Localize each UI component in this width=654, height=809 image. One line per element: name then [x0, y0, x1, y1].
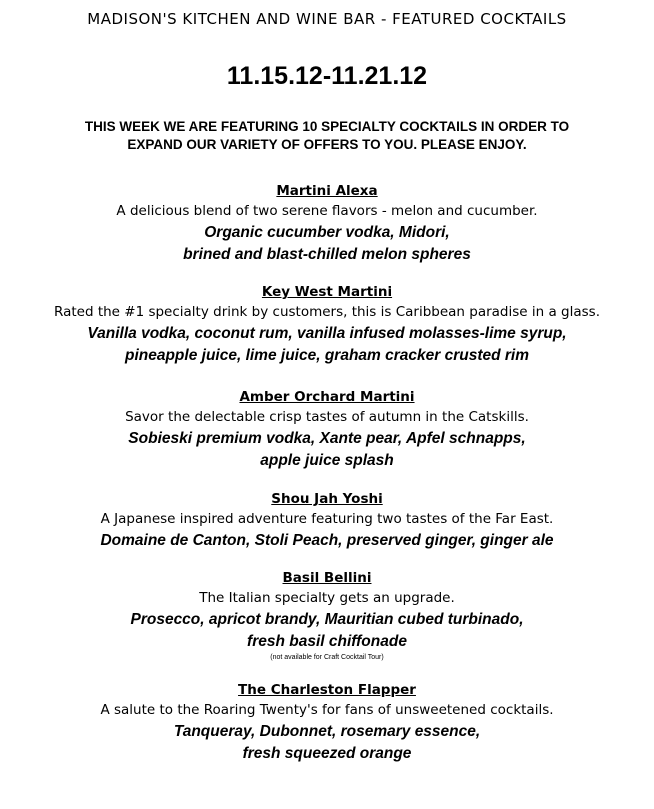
cocktail-name: Amber Orchard Martini [239, 389, 415, 405]
cocktail-martini-alexa [0, 181, 654, 266]
cocktail-description: A delicious blend of two serene flavors - melon and cucumber. [116, 203, 538, 219]
intro-line: THIS WEEK WE ARE FEATURING 10 SPECIALTY COCKTAILS IN ORDER TO [84, 119, 570, 134]
ingredients-line: Prosecco, apricot brandy, Mauritian cubed turbinado, [130, 611, 524, 628]
intro-line: EXPAND OUR VARIETY OF OFFERS TO YOU. PLEASE ENJOY. [127, 137, 527, 152]
ingredients-line: fresh squeezed orange [242, 745, 412, 762]
cocktail-description: The Italian specialty gets an upgrade. [199, 590, 455, 606]
menu-title: MADISON'S KITCHEN AND WINE BAR - FEATURED COCKTAILS [87, 10, 567, 28]
ingredients-line: Tanqueray, Dubonnet, rosemary essence, [173, 723, 481, 740]
cocktail-name: Martini Alexa [276, 183, 378, 199]
availability-note: (not available for Craft Cocktail Tour) [270, 654, 384, 661]
cocktail-name: Basil Bellini [282, 570, 372, 586]
cocktail-ingredients [0, 530, 654, 552]
ingredients-line: brined and blast-chilled melon spheres [183, 246, 471, 263]
ingredients-line: Domaine de Canton, Stoli Peach, preserved ginger, ginger ale [100, 532, 554, 549]
ingredients-line: apple juice splash [260, 452, 394, 469]
date-range: 11.15.12-11.21.12 [226, 62, 428, 90]
cocktail-name: Shou Jah Yoshi [271, 491, 383, 507]
cocktail-amber-orchard-martini [0, 387, 654, 472]
cocktail-ingredients [0, 222, 654, 266]
cocktail-description: Rated the #1 specialty drink by customers, this is Caribbean paradise in a glass. [54, 304, 600, 320]
intro-text [30, 118, 624, 154]
cocktail-description: A Japanese inspired adventure featuring two tastes of the Far East. [100, 511, 554, 527]
cocktail-description: Savor the delectable crisp tastes of autumn in the Catskills. [125, 409, 529, 425]
ingredients-line: Organic cucumber vodka, Midori, [204, 224, 450, 241]
cocktail-name: The Charleston Flapper [238, 682, 416, 698]
ingredients-line: pineapple juice, lime juice, graham cracker crusted rim [124, 347, 530, 364]
ingredients-line: Vanilla vodka, coconut rum, vanilla infused molasses-lime syrup, [87, 325, 567, 342]
cocktail-description: A salute to the Roaring Twenty's for fans of unsweetened cocktails. [100, 702, 554, 718]
cocktail-key-west-martini [0, 282, 654, 367]
cocktail-ingredients [0, 721, 654, 765]
cocktail-ingredients [0, 609, 654, 653]
cocktail-name: Key West Martini [261, 284, 393, 300]
ingredients-line: Sobieski premium vodka, Xante pear, Apfel schnapps, [128, 430, 526, 447]
cocktail-basil-bellini [0, 568, 654, 663]
ingredients-line: fresh basil chiffonade [247, 633, 407, 650]
cocktail-ingredients [0, 428, 654, 472]
cocktail-ingredients [0, 323, 654, 367]
cocktail-shou-jah-yoshi [0, 489, 654, 552]
cocktail-charleston-flapper [0, 680, 654, 765]
